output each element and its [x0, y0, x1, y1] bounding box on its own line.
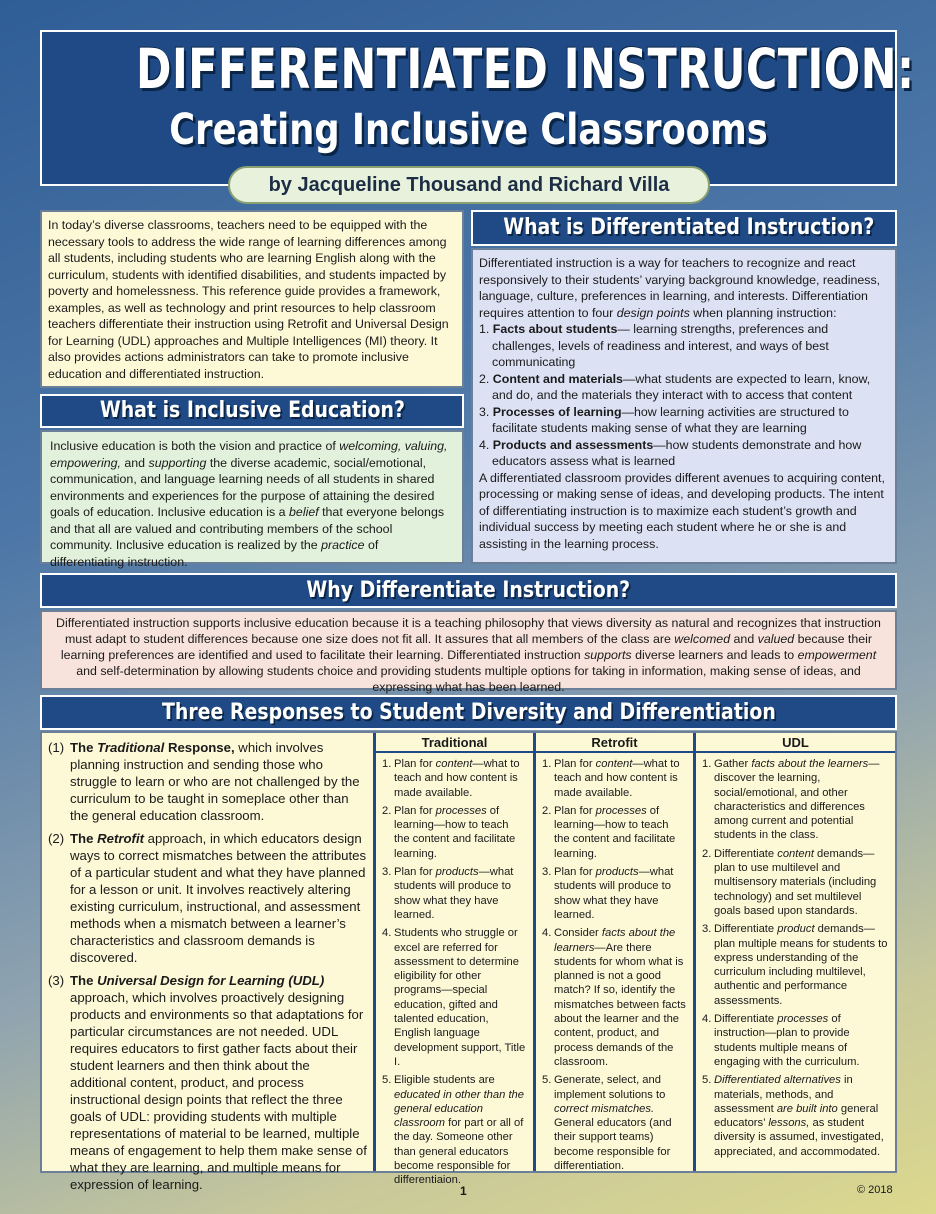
- list-item: 1. Plan for content—what to teach and how content is made available.: [542, 758, 680, 799]
- design-point: 3. Processes of learning—how learning activities are structured to facilitate students making sense of what they are learning: [479, 404, 849, 435]
- list-item: 2. Differentiate content demands—plan to use multilevel and multisensory materials (including technology) and set multilevel goals based upon standards.: [702, 847, 877, 917]
- response-item-retrofit: (2) The Retrofit approach, in which educators design ways to correct mismatches between the attributes of a particular student and what they have planned for a lesson or unit. It involves reactively altering existing curriculum, instructional, and assessment methods when a mismatch between a learner’s characteristics and classroom demands is discovered.: [48, 831, 367, 965]
- list-item: 2. Plan for processes of learning—how to teach the content and facilitate learning.: [382, 804, 516, 860]
- list-item: 1. Gather facts about the learners—discover the learning, social/emotional, and other characteristics and differences among current and potential students in the class.: [702, 758, 880, 842]
- list-item: 4. Students who struggle or excel are referred for assessment to determine eligibility for other programs—special education, gifted and talented education, English language development support, Title I.: [382, 927, 526, 1068]
- list-item: 3. Plan for products—what students will produce to show what they have learned.: [542, 866, 674, 921]
- why-differentiate-text: Differentiated instruction supports inclusive education because it is a teaching philosophy that views diversity as natural and recognizes that instruction must adapt to student differences because one size does not fit all. It assures that all members of the class are welcomed and valued because their learning preferences are identified and used to facilitate their learning. Differentiated instruction supports diverse learners and leads to empowerment and self-determination by allowing students choice and providing students multiple options for taking in information, making sense of ideas, and expressing what has been learned.: [40, 610, 897, 690]
- list-item: 5. Eligible students are educated in other than the general education classroom for part or all of the day. Someone other than general educators become responsible for differentiaion.: [382, 1074, 525, 1187]
- copyright-notice: © 2018: [857, 1184, 893, 1196]
- list-item: 4. Differentiate processes of instruction—plan to provide students multiple means of engaging with the curriculum.: [702, 1013, 860, 1068]
- responses-list: [42, 733, 375, 1192]
- design-points-list: [479, 321, 889, 470]
- list-item: 2. Plan for processes of learning—how to teach the content and facilitate learning.: [542, 804, 676, 860]
- inclusive-education-text: Inclusive education is both the vision and practice of welcoming, valuing, empowering, and supporting the diverse academic, social/emotional, communication, and language learning needs of all students in shared environments and experiences for the purpose of attaining the desired goals of education. Inclusive education is a belief that everyone belongs and that all are valued and contributing members of the school community. Inclusive education is realized by the practice of differentiating instruction.: [40, 430, 464, 564]
- di-closing: A differentiated classroom provides different avenues to acquiring content, processing or making sense of ideas, and developing products. The intent of differentiating instruction is to maximize each student’s growth and individual success by meeting each student where he or she is and assisting in the learning process.: [479, 470, 885, 551]
- retrofit-column: [533, 733, 693, 1171]
- inclusive-education-heading: What is Inclusive Education?: [40, 394, 464, 428]
- column-header: UDL: [696, 733, 895, 753]
- response-item-udl: (3) The Universal Design for Learning (UDL) approach, which involves proactively designing products and environments so that adaptations for particular circumstances are not needed. UDL requires educators to first gather facts about their student learners and then think about the additional content, product, and process instructional design points that reflect the three goals of UDL: providing students with multiple representations of material to be learned, multiple means of engagement to help them make sense of what they are learning, and multiple means for expression of learning.: [48, 973, 367, 1192]
- why-differentiate-heading: Why Differentiate Instruction?: [40, 573, 897, 608]
- differentiated-instruction-heading: What is Differentiated Instruction?: [471, 210, 897, 246]
- page-title: DIFFERENTIATED INSTRUCTION:: [135, 37, 915, 101]
- udl-column: [693, 733, 895, 1171]
- three-responses-heading: Three Responses to Student Diversity and Differentiation: [40, 695, 897, 730]
- title-banner: [40, 30, 915, 186]
- page-number: 1: [460, 1184, 467, 1198]
- list-item: 1. Plan for content—what to teach and how content is made available.: [382, 758, 520, 799]
- response-item-traditional: (1) The Traditional Response, which involves planning instruction and sending those who struggle to learn or who are not challenged by the curriculum to be taught in someplace other than the general education classroom.: [48, 740, 360, 823]
- differentiated-instruction-text: [471, 248, 897, 564]
- page-subtitle: Creating Inclusive Classrooms: [169, 105, 768, 155]
- intro-paragraph: In today’s diverse classrooms, teachers need to be equipped with the necessary tools to address the wide range of learning differences among all students, including students who are learning English along with the curriculum, students with identified disabilities, and students impacted by poverty and homelessness. This reference guide provides a framework, examples, as well as technology and print resources to help classroom teachers differentiate their instruction using Retrofit and Universal Design for Learning (UDL) approaches and Multiple Intelligences (MI) theory. It also provides actions administrators can take to promote inclusive education and differentiated instruction.: [40, 210, 464, 388]
- list-item: 3. Plan for products—what students will produce to show what they have learned.: [382, 866, 514, 921]
- design-point: 1. Facts about students— learning strengths, preferences and challenges, levels of readiness and interest, and ways of best communicating: [479, 322, 829, 369]
- column-header: Retrofit: [536, 733, 693, 753]
- list-item: 3. Differentiate product demands—plan multiple means for students to express understanding of the curriculum including multilevel, authentic and performance assessments.: [702, 923, 888, 1007]
- author-byline: by Jacqueline Thousand and Richard Villa: [228, 166, 710, 204]
- list-item: 5. Differentiated alternatives in materials, methods, and assessment are built into general educators’ lessons, as student diversity is assumed, investigated, appreciated, and accommodated.: [702, 1074, 884, 1158]
- list-item: 5. Generate, select, and implement solutions to correct mismatches. General educators (and their support teams) become responsible for differentiation.: [542, 1074, 672, 1173]
- di-intro: Differentiated instruction is a way for teachers to recognize and react responsively to their students’ varying background knowledge, readiness, language, culture, preferences in learning, and interests. Differentiation requires attention to four design points when planning instruction:: [479, 256, 881, 320]
- traditional-column: [373, 733, 533, 1187]
- column-header: Traditional: [376, 733, 533, 753]
- design-point: 4. Products and assessments—how students demonstrate and how educators assess what is learned: [479, 437, 862, 468]
- design-point: 2. Content and materials—what students are expected to learn, know, and do, and the materials they interact with to access that content: [479, 371, 871, 402]
- list-item: 4. Consider facts about the learners—Are there students for whom what is planned is not a good match? If so, identify the mismatches between facts about the learner and the content, product, and process demands of the classroom.: [542, 927, 686, 1068]
